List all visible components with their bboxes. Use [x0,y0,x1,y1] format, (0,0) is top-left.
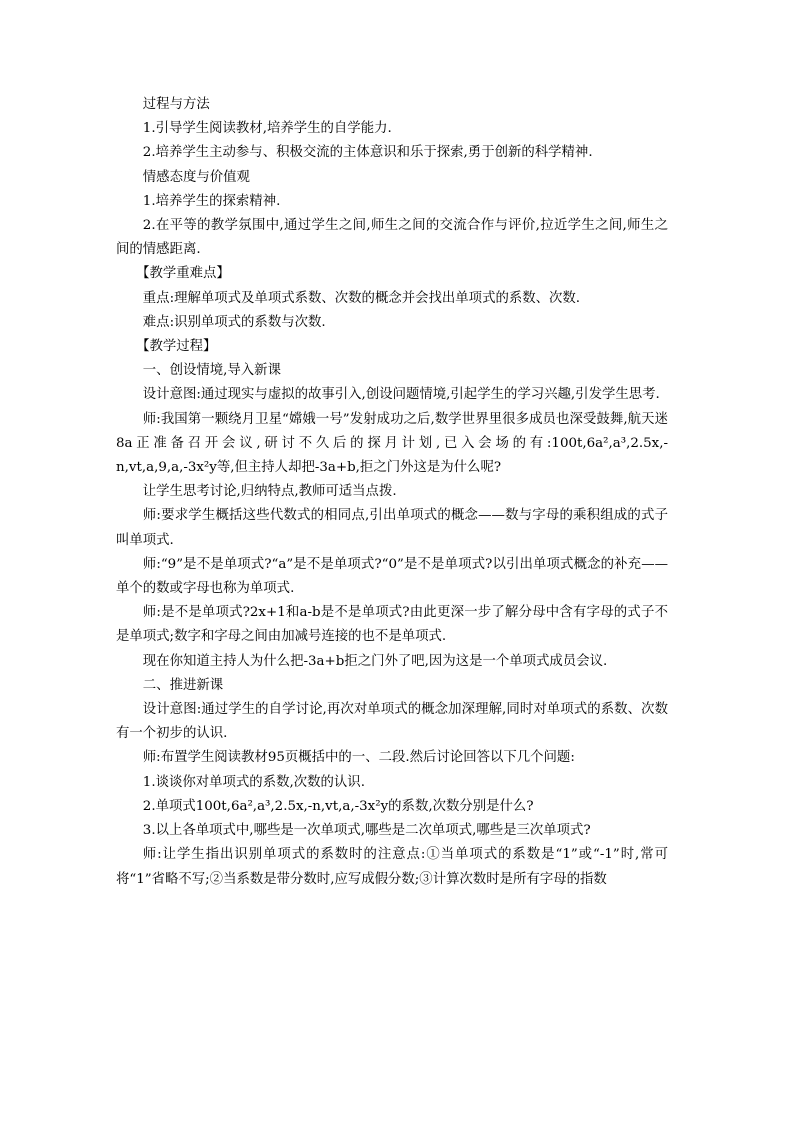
paragraph: 重点:理解单项式及单项式系数、次数的概念并会找出单项式的系数、次数. [142,290,581,306]
paragraph: 2.培养学生主动参与、积极交流的主体意识和乐于探索,勇于创新的科学精神. [142,145,593,161]
paragraph: 1.培养学生的探索精神. [142,193,281,209]
paragraph: 师:让学生指出识别单项式的系数时的注意点:①当单项式的系数是“1”或“-1”时,常可将“1”省略不写;②当系数是带分数时,应写成假分数;③计算次数时是所有字母的指数 [116,847,668,887]
paragraph: 2.在平等的教学氛围中,通过学生之间,师生之间的交流合作与评价,拉近学生之间,师生之间的情感距离. [116,218,668,258]
paragraph: 师:要求学生概括这些代数式的相同点,引出单项式的概念——数与字母的乘积组成的式子叫单项式. [116,508,668,548]
paragraph: 设计意图:通过学生的自学讨论,再次对单项式的概念加深理解,同时对单项式的系数、次数有一个初步的认识. [116,702,668,742]
question-item: 3.以上各单项式中,哪些是一次单项式,哪些是二次单项式,哪些是三次单项式? [142,823,591,839]
paragraph: 1.引导学生阅读教材,培养学生的自学能力. [142,121,392,137]
paragraph: 师:我国第一颗绕月卫星“嫦娥一号”发射成功之后,数学世界里很多成员也深受鼓舞,航天迷8a正准备召开会议,研讨不久后的探月计划,已入会场的有:100t,6a²,a³,2.5x,-n,vt,a,9,a,-3x²y等,但主持人却把-3a+b,拒之门外这是为什么呢? [116,411,668,476]
subheading-new-lesson: 二、推进新课 [142,677,224,693]
document-page [116,93,668,892]
section-heading-key-points: 【教学重难点】 [136,266,230,282]
paragraph: 师:布置学生阅读教材95页概括中的一、二段.然后讨论回答以下几个问题: [142,750,575,766]
heading-process-method: 过程与方法 [142,97,210,112]
question-item: 2.单项式100t,6a²,a³,2.5x,-n,vt,a,-3x²y的系数,次数分别是什么? [142,798,534,814]
paragraph: 师:“9”是不是单项式?“a”是不是单项式?“0”是不是单项式?以引出单项式概念的补充——单个的数或字母也称为单项式. [116,556,668,597]
paragraph: 现在你知道主持人为什么把-3a+b拒之门外了吧,因为这是一个单项式成员会议. [142,653,608,669]
section-heading-teaching-process: 【教学过程】 [136,339,217,355]
subheading-intro: 一、创设情境,导入新课 [142,363,281,379]
question-item: 1.谈谈你对单项式的系数,次数的认识. [142,774,365,790]
heading-emotion-values: 情感态度与价值观 [142,169,250,185]
paragraph: 让学生思考讨论,归纳特点,教师可适当点拨. [142,484,397,500]
paragraph: 师:是不是单项式?2x+1和a-b是不是单项式?由此更深一步了解分母中含有字母的式子不是单项式;数字和字母之间由加减号连接的也不是单项式. [116,605,668,645]
paragraph: 难点:识别单项式的系数与次数. [142,314,326,330]
paragraph: 设计意图:通过现实与虚拟的故事引入,创设问题情境,引起学生的学习兴趣,引发学生思考. [142,387,660,403]
